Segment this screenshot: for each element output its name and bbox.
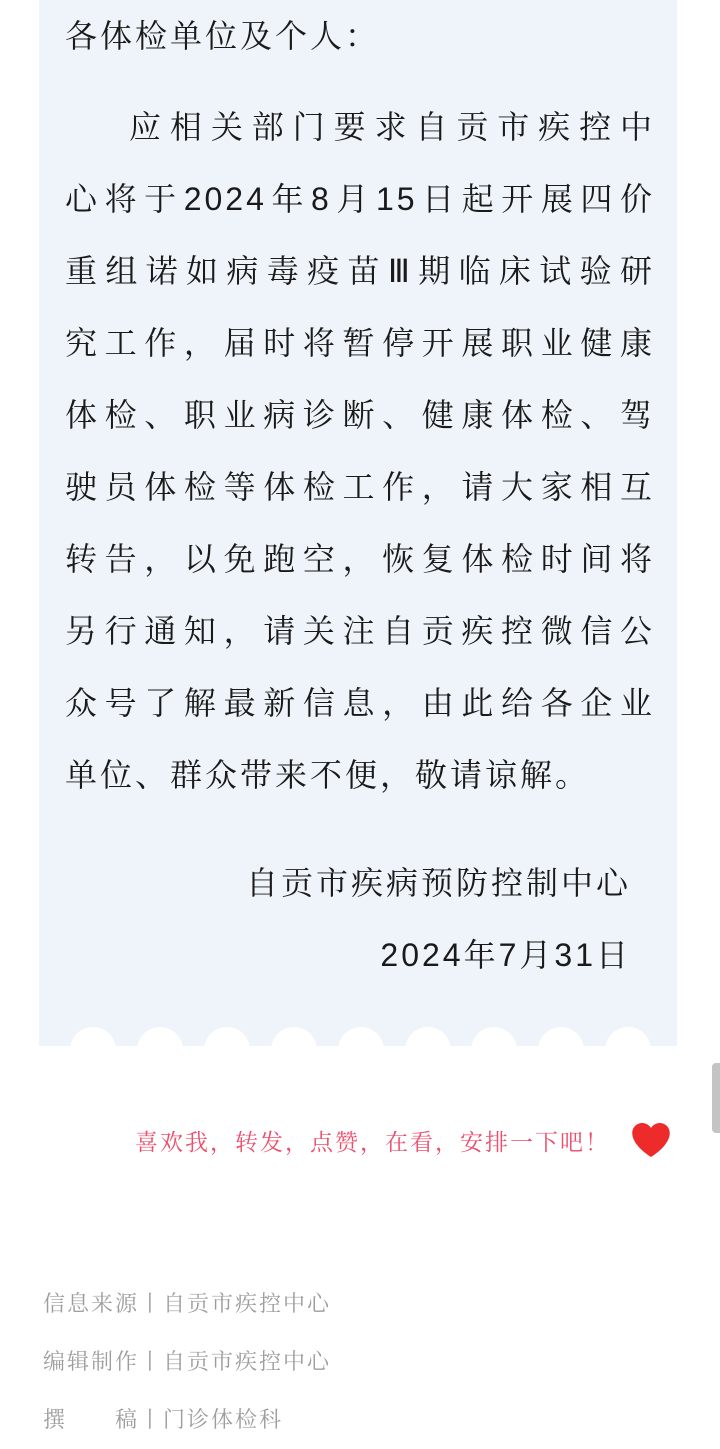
cta-line — [135, 1122, 670, 1158]
notice-line: 重组诺如病毒疫苗Ⅲ期临床试验研 — [65, 253, 655, 289]
heart-icon — [632, 1123, 670, 1157]
notice-signature: 自贡市疾病预防控制中心 — [245, 865, 631, 901]
scallop-bump — [338, 1027, 384, 1046]
scrollbar-thumb[interactable] — [712, 1063, 720, 1133]
notice-line: 体检、职业病诊断、健康体检、驾 — [65, 397, 655, 433]
scallop-bump — [137, 1027, 183, 1046]
scallop-bump — [271, 1027, 317, 1046]
notice-body — [39, 0, 677, 991]
footer-line: 信息来源丨自贡市疾控中心 — [43, 1291, 332, 1316]
notice-line: 驶员体检等体检工作，请大家相互 — [65, 469, 655, 505]
scallop-bump — [605, 1027, 651, 1046]
notice-line: 转告，以免跑空，恢复体检时间将 — [65, 541, 655, 577]
article-footer — [43, 1275, 700, 1449]
notice-salutation: 各体检单位及个人： — [65, 18, 381, 54]
notice-line: 应相关部门要求自贡市疾控中 — [129, 109, 655, 145]
notice-line: 心将于2024年8月15日起开展四价 — [65, 181, 655, 217]
scallop-bump — [405, 1027, 451, 1046]
notice-paragraph — [65, 91, 655, 811]
footer-line: 编辑制作丨自贡市疾控中心 — [43, 1349, 332, 1374]
notice-line: 众号了解最新信息，由此给各企业 — [65, 685, 655, 721]
notice-date: 2024年7月31日 — [380, 937, 631, 973]
scallop-bump — [204, 1027, 250, 1046]
scalloped-edge — [39, 1000, 677, 1046]
footer-line: 撰 稿丨门诊体检科 — [43, 1407, 284, 1432]
notice-line: 单位、群众带来不便，敬请谅解。 — [65, 757, 591, 793]
notice-line: 究工作，届时将暂停开展职业健康 — [65, 325, 655, 361]
scallop-bump — [70, 1027, 116, 1046]
notice-card — [39, 0, 677, 1046]
notice-line: 另行通知，请关注自贡疾控微信公 — [65, 613, 655, 649]
scallop-bump — [538, 1027, 584, 1046]
scallop-bump — [471, 1027, 517, 1046]
cta-text: 喜欢我，转发，点赞，在看，安排一下吧！ — [135, 1128, 610, 1155]
